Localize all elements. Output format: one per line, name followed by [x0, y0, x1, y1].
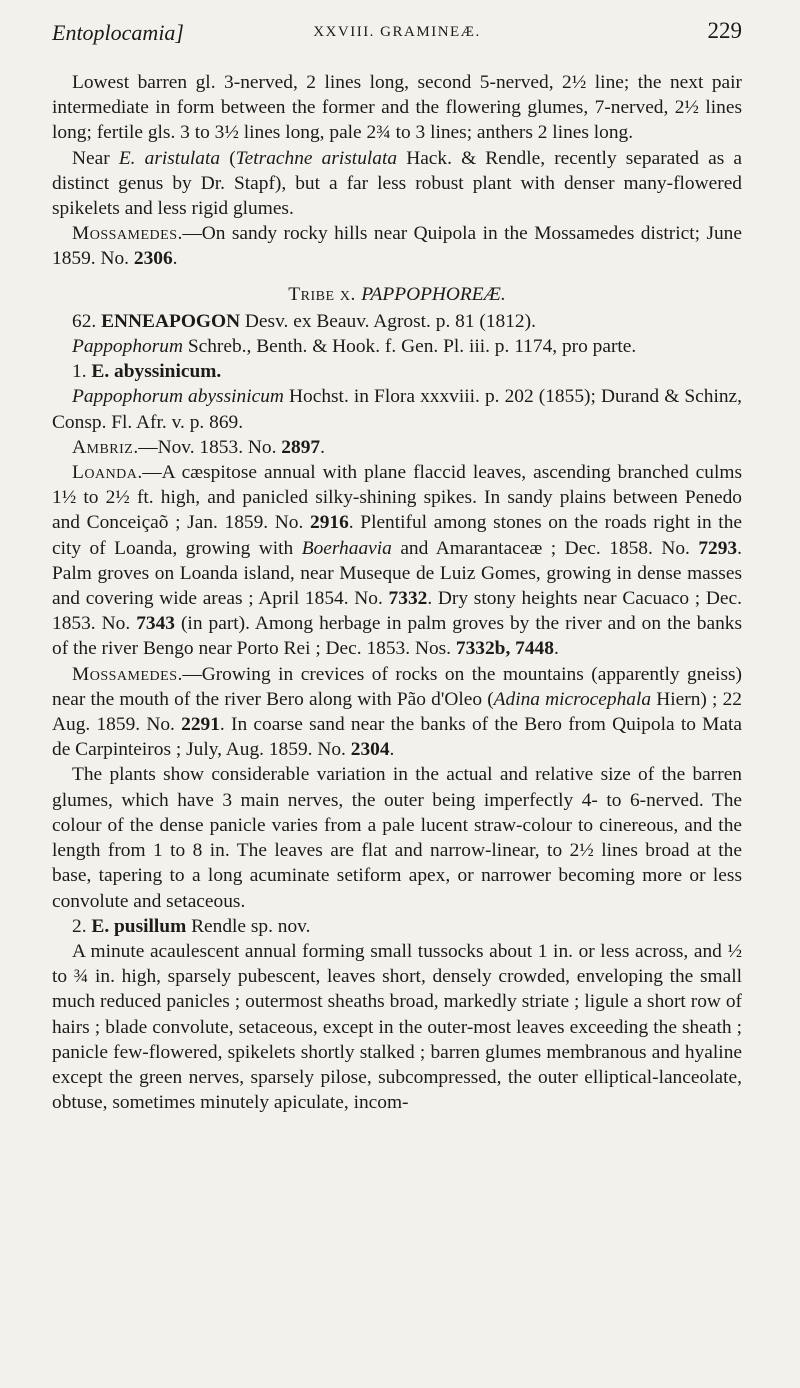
text-run: Near — [72, 147, 119, 169]
paragraph-locality-loanda — [52, 460, 742, 662]
paragraph-genus-synonym — [52, 334, 742, 359]
text-run: (in part). Among herbage in palm groves by the river and on the banks of the river Bengo near Porto Rei ; Dec. 1853. Nos. — [52, 613, 743, 660]
specimen-number: 2291 — [181, 714, 220, 736]
specimen-number: 2304 — [350, 739, 390, 761]
page-number: 229 — [707, 18, 742, 43]
tribe-heading — [52, 282, 742, 307]
text-run: ( — [220, 147, 236, 169]
genus-name: ENNEAPOGON — [101, 310, 241, 332]
species-name: E. pusillum — [91, 915, 187, 937]
paragraph-variation-note: The plants show considerable variation in the actual and relative size of the barren glumes, which have 3 main nerves, the outer being imperfectly 4- to 6-nerved. The colour of the dense panicle varies from a pale lucent straw-colour to cinereous, and the length from 1 to 8 in. The leaves are flat and narrow-linear, to 2½ lines broad at the base, tapering to a long acuminate setiform apex, or narrower becoming more or less convolute and setaceous. — [52, 764, 742, 912]
paragraph-locality-mossamedes — [52, 221, 742, 271]
text-run: .—Nov. 1853. No. — [133, 436, 282, 458]
text-run: Hiern) ; 22 Aug. 1859. No. — [52, 688, 742, 736]
running-head — [52, 16, 742, 56]
text-run: . Dry stony heights near Cacuaco ; Dec. 1853. No. — [52, 588, 742, 635]
specimen-number: 7332b, 7448 — [455, 638, 554, 660]
paragraph-glume-description: Lowest barren gl. 3-nerved, 2 lines long, second 5-nerved, 2½ line; the next pair intermediate in form between the former and the flowering glumes, 7-nerved, 2½ lines long; fertile gls. 3 to 3½ lines long, pale 2¾ to 3 lines; anthers 2 lines long. — [52, 72, 742, 144]
text-run: . In coarse sand near the banks of the Bero from Quipola to Mata de Carpinteiros ; July, Aug. 1859. No. — [52, 714, 742, 761]
paragraph-species-description: A minute acaulescent annual forming small tussocks about 1 in. or less across, and ½ to ¾ in. high, sparsely pubescent, leaves short, densely crowded, enveloping the small much reduced panicles ; outermost sheaths broad, markedly striate ; ligule a short row of hairs ; blade convolute, setaceous, except in the outer-most leaves exceeding the sheath ; panicle few-flowered, spikelets shortly stalked ; barren glumes membranous and hyaline except the green nerves, sparsely pilose, subcompressed, the outer elliptical-lanceolate, obtuse, sometimes minutely apiculate, incom- — [52, 940, 742, 1114]
paragraph-species-synonym — [52, 384, 742, 434]
locality-name: Ambriz — [72, 436, 134, 458]
text-run: . Plentiful among stones on the roads right in the city of Loanda, growing with — [52, 512, 742, 559]
text-run: . — [389, 739, 395, 761]
paragraph-genus-heading — [52, 309, 742, 334]
species-number: 1. — [72, 361, 92, 383]
specimen-number: 7293 — [698, 537, 738, 559]
text-run: .—On sandy rocky hills near Quipola in the Mossamedes district; June 1859. No. — [52, 223, 742, 270]
specimen-number: 2306 — [133, 248, 173, 270]
tribe-name: PAPPOPHOREÆ. — [361, 283, 506, 305]
tribe-label: Tribe x. — [288, 283, 362, 305]
text-run: . — [553, 638, 559, 660]
species-number: 2. — [72, 915, 92, 937]
text-run: Desv. ex Beauv. Agrost. p. 81 (1812). — [240, 310, 536, 332]
species-name: Adina microcephala — [493, 688, 652, 710]
paragraph-species-heading-2 — [52, 914, 742, 939]
specimen-number: 2916 — [310, 512, 349, 534]
specimen-number: 2897 — [281, 436, 321, 458]
species-name: E. aristulata — [118, 147, 221, 169]
synonym-name: Pappophorum abyssinicum — [72, 386, 284, 408]
text-run: . Palm groves on Loanda island, near Museque de Luiz Gomes, growing in dense masses and covering wide areas ; April 1854. No. — [52, 537, 742, 610]
paragraph-affinity-note — [52, 146, 742, 222]
paragraph-species-heading — [52, 359, 742, 384]
locality-name: Mossamedes — [72, 223, 178, 245]
paragraph-locality-ambriz — [52, 435, 742, 460]
synonym-name: Pappophorum — [72, 336, 183, 358]
text-run: . — [172, 248, 178, 270]
locality-name: Loanda — [72, 462, 138, 484]
text-run: Hochst. in Flora xxxviii. p. 202 (1855); Durand & Schinz, Consp. Fl. Afr. v. p. 869. — [52, 386, 742, 433]
paragraph-locality-mossamedes-2 — [52, 662, 742, 763]
specimen-number: 7332 — [388, 588, 428, 610]
genus-name: Boerhaavia — [301, 537, 392, 559]
specimen-number: 7343 — [136, 613, 175, 635]
locality-name: Mossamedes — [72, 663, 178, 685]
species-name: Tetrachne aristulata — [235, 147, 398, 169]
species-name: E. abyssinicum. — [91, 361, 222, 383]
text-run: .—A cæspitose annual with plane flaccid leaves, ascending branched culms 1½ to 2½ ft. high, and panicled silky-shining spikes. In sandy plains between Penedo and Conceiçaõ ; Jan. 1859. No. — [52, 462, 742, 534]
running-head-family: XXVIII. GRAMINEÆ. — [313, 24, 481, 40]
running-head-genus: Entoplocamia] — [52, 20, 184, 45]
text-run: and Amarantaceæ ; Dec. 1858. No. — [391, 537, 699, 559]
text-run: . — [320, 436, 325, 458]
genus-number: 62. — [72, 310, 102, 332]
text-run: Schreb., Benth. & Hook. f. Gen. Pl. iii. p. 1174, pro parte. — [182, 336, 637, 358]
text-run: Rendle sp. nov. — [186, 915, 311, 937]
text-run: .—Growing in crevices of rocks on the mountains (apparently gneiss) near the mouth of the river Bero along with Pão d'Oleo ( — [52, 663, 742, 710]
text-run: Hack. & Rendle, recently separated as a distinct genus by Dr. Stapf), but a far less robust plant with denser many-flowered spikelets and less rigid glumes. — [52, 147, 742, 220]
